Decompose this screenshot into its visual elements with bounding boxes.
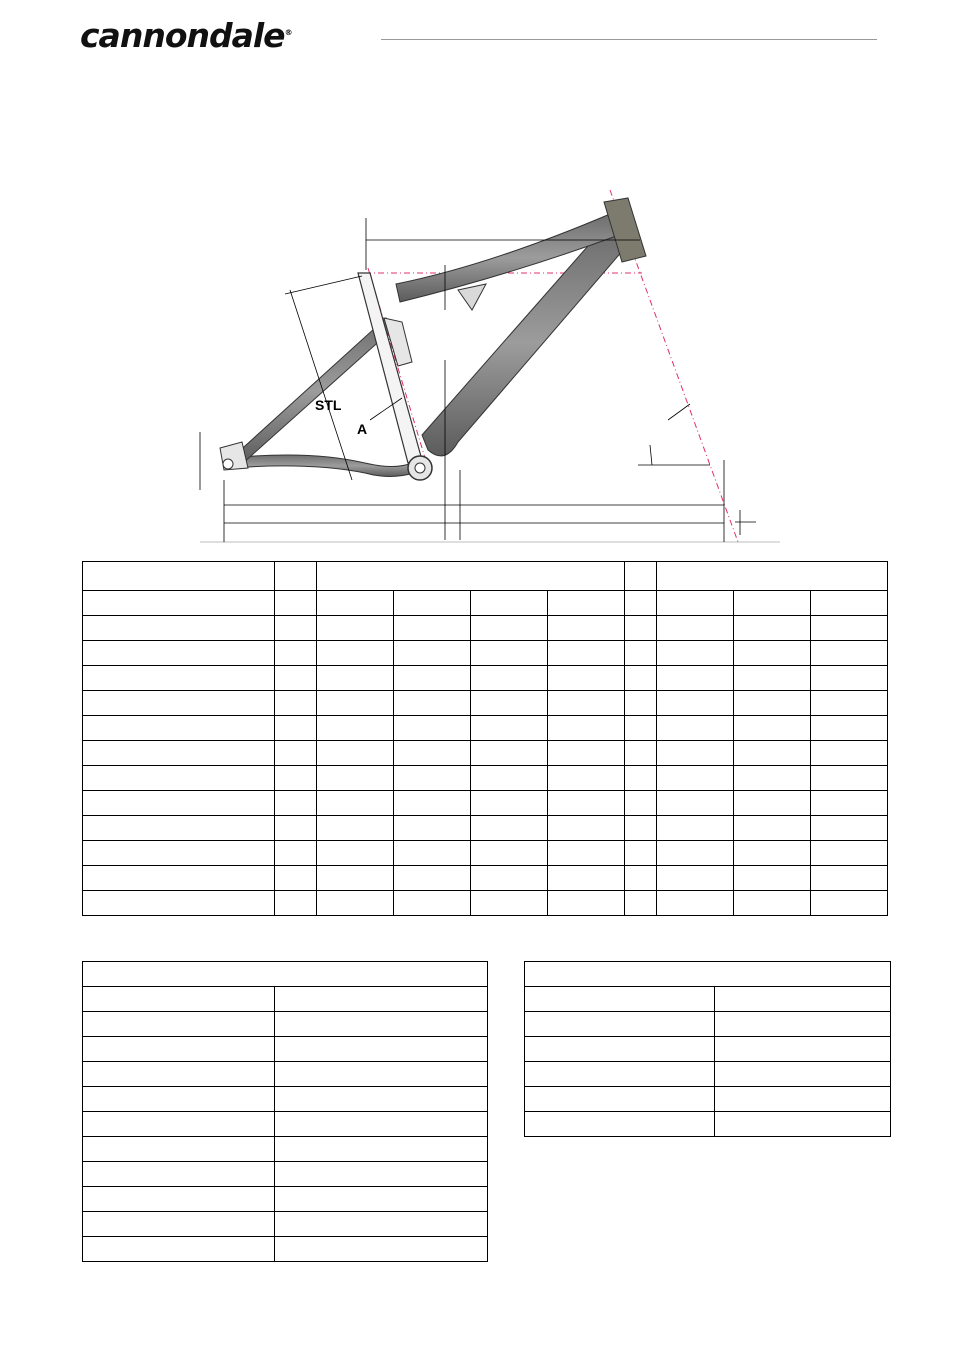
- table-cell: [394, 866, 471, 891]
- table-cell: [394, 741, 471, 766]
- table-cell: [394, 716, 471, 741]
- table-row: [83, 1112, 488, 1137]
- table-cell: [548, 666, 625, 691]
- table-cell: [548, 741, 625, 766]
- seatstay: [234, 318, 394, 464]
- table-cell: [657, 816, 734, 841]
- table-cell: [811, 741, 888, 766]
- table-row: [83, 691, 888, 716]
- table-cell: [548, 591, 625, 616]
- table-cell: [811, 891, 888, 916]
- table-cell: [275, 766, 317, 791]
- table-row: [83, 1037, 488, 1062]
- table-cell: [734, 691, 811, 716]
- table-cell: [657, 891, 734, 916]
- table-cell: [471, 766, 548, 791]
- table-row: [83, 891, 888, 916]
- table-cell: [83, 1037, 275, 1062]
- table-cell: [525, 1062, 715, 1087]
- table-cell: [275, 1212, 488, 1237]
- table-cell: [657, 691, 734, 716]
- table-cell: [394, 591, 471, 616]
- table-row: [83, 1137, 488, 1162]
- table-cell: [83, 591, 275, 616]
- table-cell: [471, 666, 548, 691]
- table-cell: [811, 666, 888, 691]
- table-cell: [275, 666, 317, 691]
- table-row: [83, 616, 888, 641]
- table-cell: [317, 766, 394, 791]
- stl-top-extent: [285, 276, 362, 294]
- table-cell: [657, 766, 734, 791]
- table-cell: [471, 591, 548, 616]
- table-row: [83, 641, 888, 666]
- seat-tube: [358, 273, 422, 463]
- table-cell: [715, 1087, 891, 1112]
- table-cell: [625, 766, 657, 791]
- table-cell: [548, 766, 625, 791]
- table-cell: [317, 816, 394, 841]
- table-cell: [275, 841, 317, 866]
- table-cell: [394, 841, 471, 866]
- header-cell: [83, 562, 275, 591]
- table-cell: [83, 891, 275, 916]
- table-cell: [715, 1112, 891, 1137]
- table-cell: [548, 841, 625, 866]
- table-cell: [275, 1162, 488, 1187]
- table-row: [83, 1062, 488, 1087]
- table-cell: [275, 616, 317, 641]
- table-cell: [394, 641, 471, 666]
- rear-axle: [223, 459, 233, 469]
- table-row: [83, 1212, 488, 1237]
- table-cell: [625, 841, 657, 866]
- table-cell: [657, 741, 734, 766]
- table-row: [83, 841, 888, 866]
- stl-label: STL: [315, 397, 342, 413]
- table-cell: [811, 716, 888, 741]
- table-cell: [471, 716, 548, 741]
- header-rule: [381, 39, 877, 40]
- table-cell: [83, 1012, 275, 1037]
- head-angle-arrow: [650, 445, 652, 465]
- table-cell: [83, 987, 275, 1012]
- table-cell: [275, 1062, 488, 1087]
- table-cell: [811, 816, 888, 841]
- table-cell: [83, 1237, 275, 1262]
- table-cell: [548, 791, 625, 816]
- specs-table-left-header: [83, 962, 488, 987]
- table-cell: [715, 1012, 891, 1037]
- table-cell: [734, 891, 811, 916]
- table-row: [83, 666, 888, 691]
- table-cell: [625, 866, 657, 891]
- table-cell: [811, 866, 888, 891]
- table-cell: [317, 591, 394, 616]
- table-cell: [734, 716, 811, 741]
- header-cell: [275, 562, 317, 591]
- table-cell: [548, 716, 625, 741]
- table-cell: [83, 666, 275, 691]
- table-cell: [811, 841, 888, 866]
- table-cell: [83, 816, 275, 841]
- table-cell: [83, 741, 275, 766]
- table-cell: [275, 816, 317, 841]
- table-row: [83, 1187, 488, 1212]
- table-cell: [625, 741, 657, 766]
- angle-label: A: [357, 421, 368, 437]
- table-cell: [275, 691, 317, 716]
- table-cell: [657, 841, 734, 866]
- table-cell: [275, 1137, 488, 1162]
- table-cell: [657, 641, 734, 666]
- table-cell: [83, 1162, 275, 1187]
- table-cell: [83, 766, 275, 791]
- table-cell: [275, 591, 317, 616]
- table-cell: [275, 1112, 488, 1137]
- table-cell: [734, 741, 811, 766]
- table-row: [83, 766, 888, 791]
- table-cell: [811, 591, 888, 616]
- table-cell: [657, 716, 734, 741]
- table-cell: [317, 666, 394, 691]
- table-cell: [275, 716, 317, 741]
- table-row: [83, 866, 888, 891]
- table-cell: [275, 1087, 488, 1112]
- table-row: [83, 1012, 488, 1037]
- table-cell: [734, 766, 811, 791]
- table-cell: [734, 841, 811, 866]
- head-angle-arc: [668, 404, 690, 420]
- table-cell: [734, 641, 811, 666]
- table-cell: [525, 1112, 715, 1137]
- table-cell: [548, 691, 625, 716]
- table-cell: [471, 691, 548, 716]
- table-cell: [394, 816, 471, 841]
- specs-table-right-header: [525, 962, 891, 987]
- table-cell: [471, 791, 548, 816]
- table-cell: [525, 962, 891, 987]
- table-cell: [715, 987, 891, 1012]
- table-cell: [317, 866, 394, 891]
- table-cell: [83, 1112, 275, 1137]
- table-cell: [548, 866, 625, 891]
- table-cell: [83, 716, 275, 741]
- table-cell: [715, 1062, 891, 1087]
- table-cell: [83, 791, 275, 816]
- table-cell: [625, 666, 657, 691]
- table-cell: [625, 616, 657, 641]
- table-cell: [471, 891, 548, 916]
- table-cell: [83, 1187, 275, 1212]
- table-cell: [471, 841, 548, 866]
- table-cell: [625, 816, 657, 841]
- table-cell: [394, 766, 471, 791]
- table-cell: [83, 1087, 275, 1112]
- table-cell: [394, 616, 471, 641]
- table-cell: [471, 641, 548, 666]
- geometry-table-header-row: [83, 562, 888, 591]
- stl-dimension-line: [290, 290, 352, 480]
- table-row: [525, 987, 891, 1012]
- header-cell-group-1: [317, 562, 625, 591]
- registered-mark: ®: [284, 28, 292, 37]
- table-row: [83, 1237, 488, 1262]
- table-cell: [83, 1212, 275, 1237]
- header-cell-group-2: [657, 562, 888, 591]
- table-row: [525, 1012, 891, 1037]
- table-cell: [275, 866, 317, 891]
- table-cell: [525, 1037, 715, 1062]
- table-cell: [657, 616, 734, 641]
- table-cell: [657, 591, 734, 616]
- table-cell: [471, 816, 548, 841]
- table-cell: [275, 791, 317, 816]
- table-cell: [394, 666, 471, 691]
- table-cell: [394, 891, 471, 916]
- table-cell: [471, 866, 548, 891]
- table-cell: [317, 791, 394, 816]
- table-cell: [548, 816, 625, 841]
- table-row: [83, 791, 888, 816]
- table-row: [83, 987, 488, 1012]
- table-cell: [525, 987, 715, 1012]
- table-cell: [471, 616, 548, 641]
- table-cell: [317, 716, 394, 741]
- table-cell: [83, 616, 275, 641]
- table-cell: [625, 891, 657, 916]
- table-cell: [625, 791, 657, 816]
- table-cell: [275, 641, 317, 666]
- table-row: [83, 1087, 488, 1112]
- table-cell: [275, 1187, 488, 1212]
- header-cell: [625, 562, 657, 591]
- brand-logo: [80, 16, 292, 55]
- table-row: [83, 1162, 488, 1187]
- table-cell: [275, 987, 488, 1012]
- table-cell: [275, 1012, 488, 1037]
- table-cell: [811, 791, 888, 816]
- table-cell: [715, 1037, 891, 1062]
- table-cell: [83, 641, 275, 666]
- table-cell: [525, 1012, 715, 1037]
- table-cell: [471, 741, 548, 766]
- table-cell: [317, 616, 394, 641]
- table-cell: [625, 591, 657, 616]
- table-row: [525, 1112, 891, 1137]
- table-cell: [657, 791, 734, 816]
- table-cell: [317, 841, 394, 866]
- table-row: [525, 1037, 891, 1062]
- bottom-bracket-center: [415, 463, 425, 473]
- table-cell: [275, 741, 317, 766]
- table-cell: [811, 616, 888, 641]
- frame-geometry-diagram: [190, 180, 790, 550]
- table-cell: [83, 691, 275, 716]
- specs-table-left: [82, 961, 488, 1262]
- table-cell: [811, 766, 888, 791]
- table-cell: [83, 962, 488, 987]
- table-cell: [625, 691, 657, 716]
- table-cell: [548, 616, 625, 641]
- table-cell: [625, 716, 657, 741]
- table-cell: [394, 791, 471, 816]
- table-cell: [317, 641, 394, 666]
- table-cell: [394, 691, 471, 716]
- table-cell: [734, 816, 811, 841]
- table-row: [83, 591, 888, 616]
- chainstay: [230, 455, 414, 477]
- table-cell: [317, 741, 394, 766]
- table-cell: [275, 891, 317, 916]
- table-cell: [317, 691, 394, 716]
- table-cell: [83, 1137, 275, 1162]
- geometry-table: [82, 561, 888, 916]
- table-cell: [657, 866, 734, 891]
- table-row: [83, 741, 888, 766]
- table-row: [83, 816, 888, 841]
- table-cell: [275, 1237, 488, 1262]
- table-cell: [734, 591, 811, 616]
- table-cell: [548, 641, 625, 666]
- table-row: [83, 716, 888, 741]
- frame-diagram-svg: [190, 180, 790, 550]
- table-cell: [83, 1062, 275, 1087]
- table-cell: [734, 791, 811, 816]
- table-cell: [317, 891, 394, 916]
- shock-mount: [458, 284, 486, 310]
- table-cell: [625, 641, 657, 666]
- table-cell: [657, 666, 734, 691]
- table-cell: [734, 616, 811, 641]
- table-cell: [734, 666, 811, 691]
- specs-table-right: [524, 961, 891, 1137]
- table-cell: [548, 891, 625, 916]
- table-cell: [83, 841, 275, 866]
- brand-logo-text: cannondale: [80, 16, 285, 55]
- table-cell: [275, 1037, 488, 1062]
- table-cell: [525, 1087, 715, 1112]
- table-cell: [734, 866, 811, 891]
- table-cell: [811, 691, 888, 716]
- table-cell: [83, 866, 275, 891]
- table-row: [525, 1062, 891, 1087]
- table-cell: [811, 641, 888, 666]
- table-row: [525, 1087, 891, 1112]
